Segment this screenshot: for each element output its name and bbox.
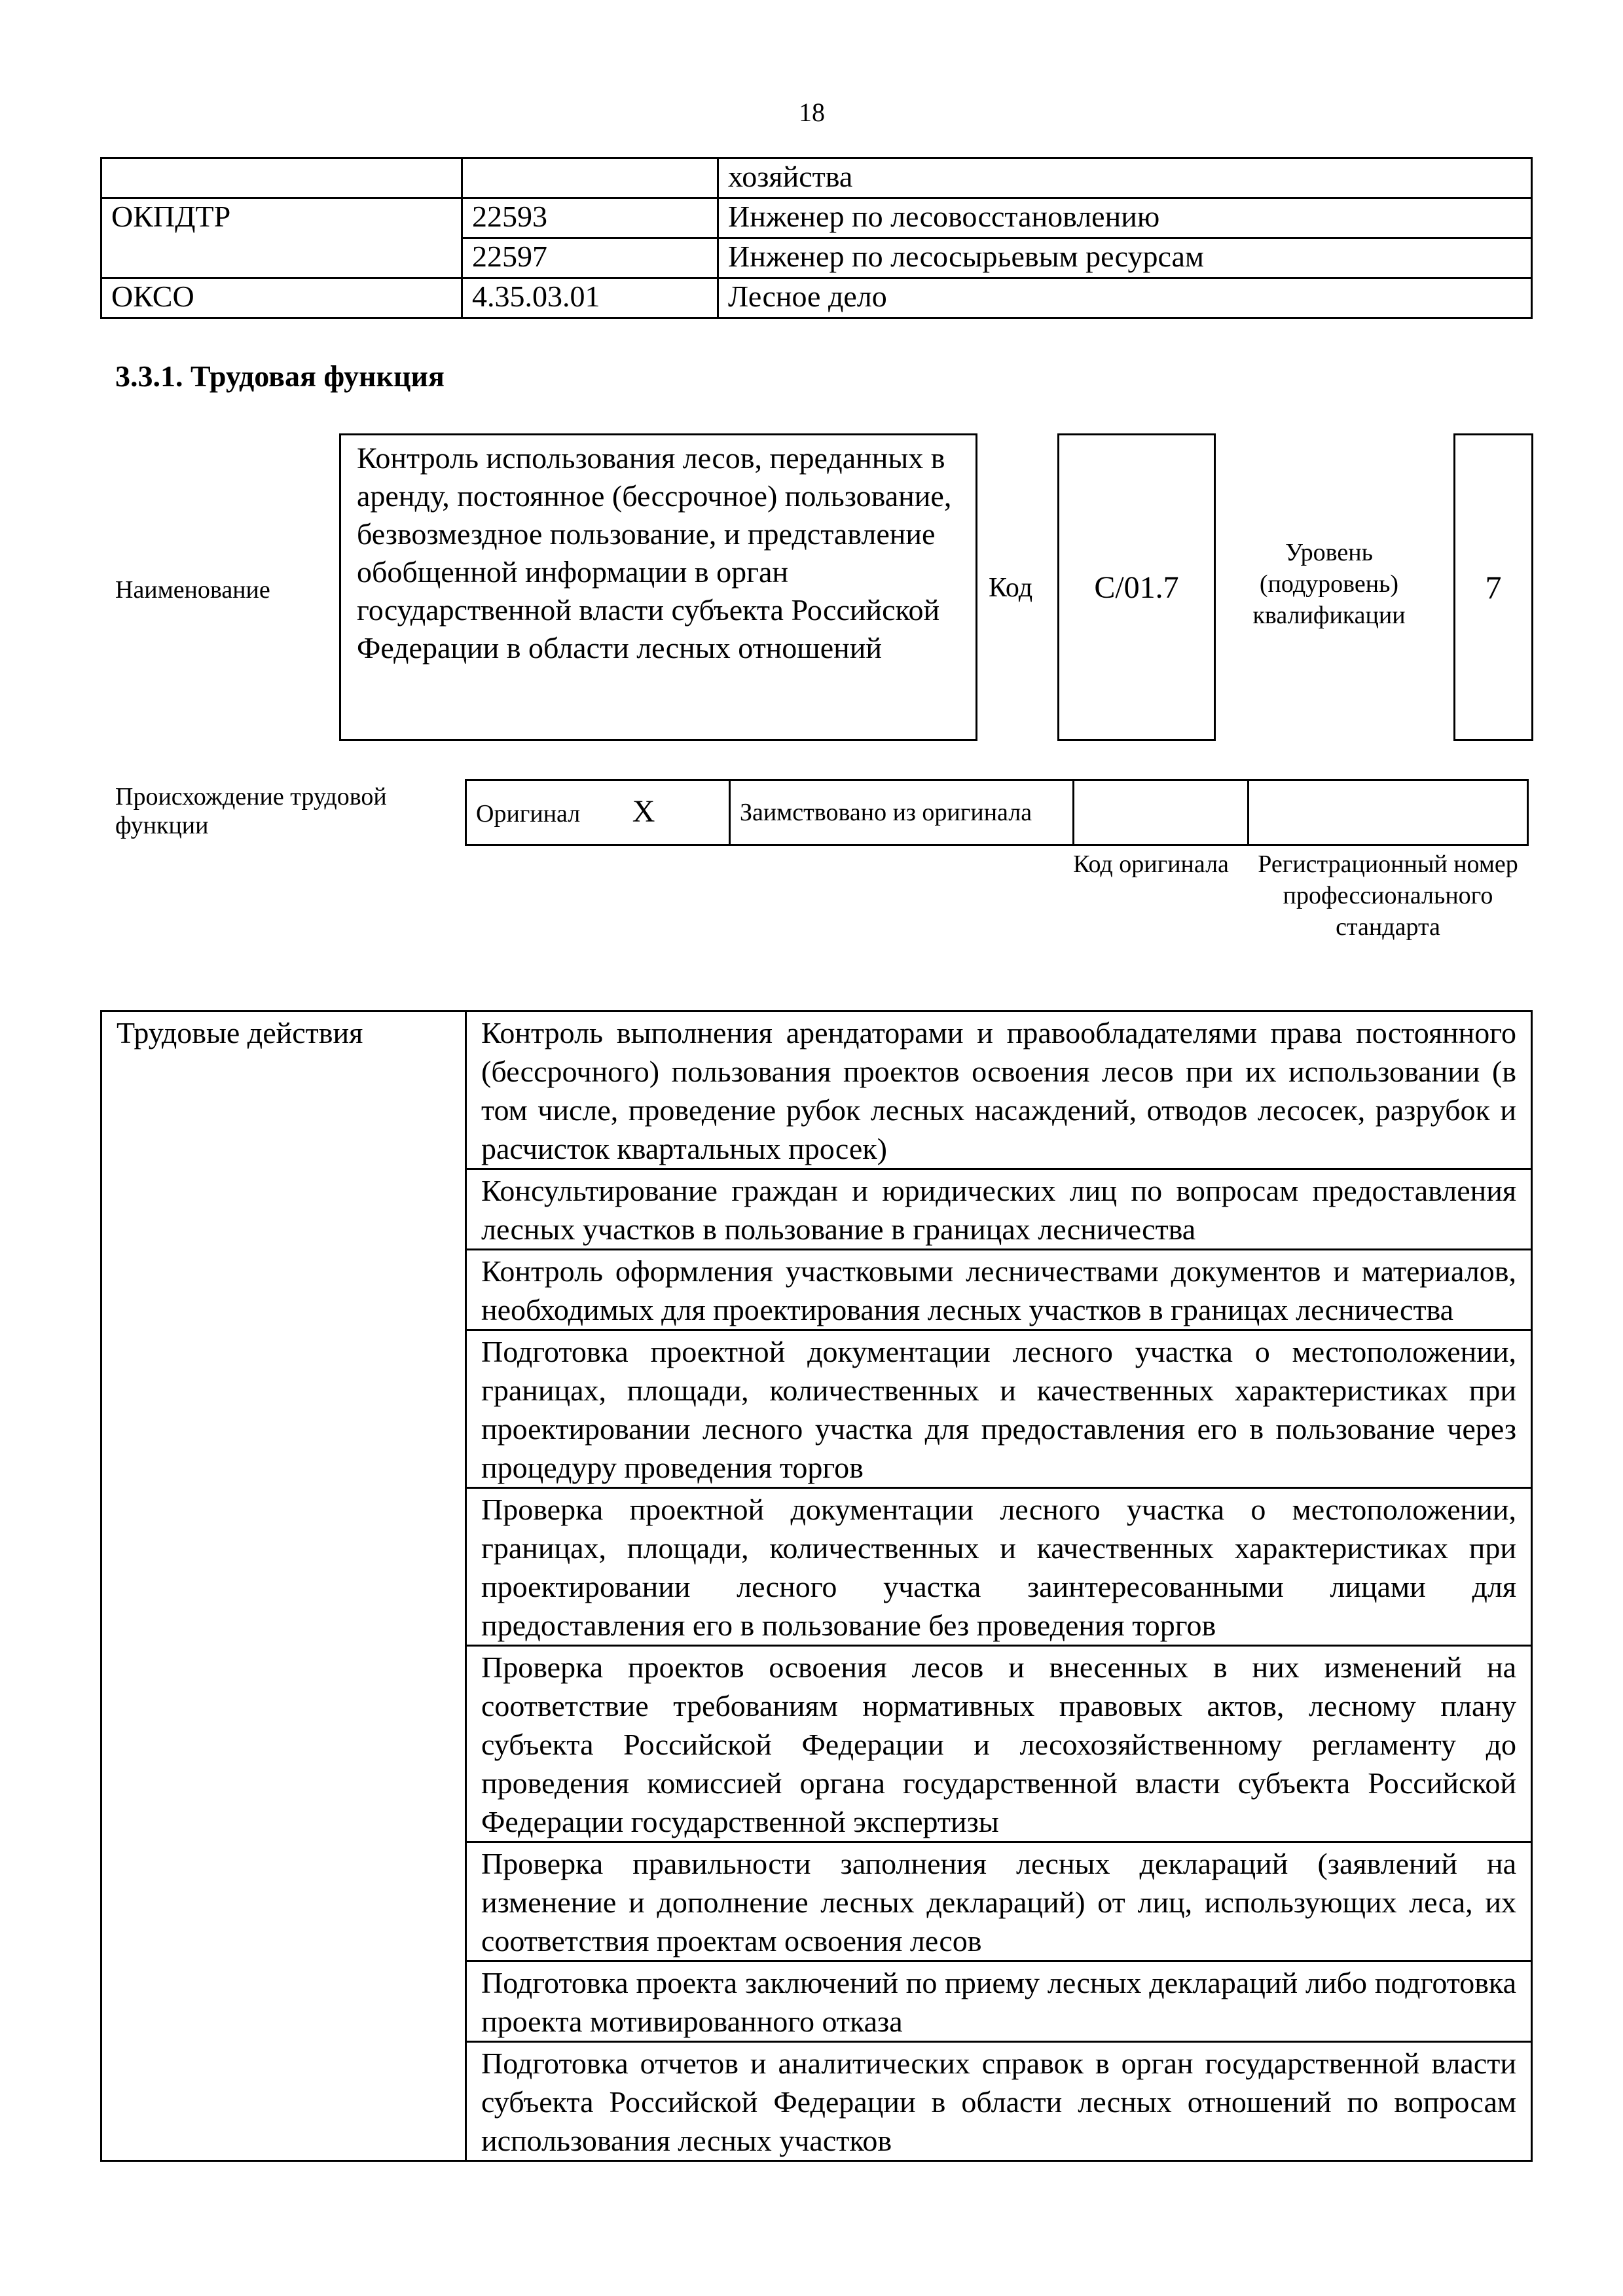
reg-number-cell [1249,780,1528,845]
labor-actions-label: Трудовые действия [101,1011,466,2161]
reg-number-label: Регистрационный номер профессионального стандарта [1258,850,1518,941]
classifier-code-cell: 22597 [462,238,718,278]
labor-actions-table [100,1010,1533,2162]
code-label: Код [989,573,1033,603]
table-row [101,158,1532,198]
table-row [101,1011,1532,1169]
labor-action-item: Подготовка проектной документации лесного участка о местоположении, границах, площади, количественных и качественных характеристиках при проектировании лесного участка для предоставления его в пользование через процедуру проведения торгов [466,1330,1532,1488]
table-row [101,278,1532,318]
classifier-type-cell [101,238,462,278]
labor-action-item: Консультирование граждан и юридических лиц по вопросам предоставления лесных участков в пользование в границах лесничества [466,1169,1532,1250]
classifier-name-cell: Лесное дело [718,278,1532,318]
name-label: Наименование [115,576,270,604]
code-original-label: Код оригинала [1073,850,1229,878]
function-name-box: Контроль использования лесов, переданных в аренду, постоянное (бессрочное) пользование, безвозмездное пользование, и представление обобщенной информации в орган государственной власти субъекта Российской Федерации в области лесных отношений [339,433,977,741]
labor-action-item: Проверка проектов освоения лесов и внесенных в них изменений на соответствие требованиям нормативных правовых актов, лесному плану субъекта Российской Федерации и лесохозяйственному регламенту до проведения комиссией органа государственной власти субъекта Российской Федерации государственной экспертизы [466,1646,1532,1842]
qualification-level-label: Уровень (подуровень) квалификации [1252,539,1406,629]
classifier-name-cell: Инженер по лесосырьевым ресурсам [718,238,1532,278]
table-row [101,198,1532,238]
origin-table [465,779,1529,846]
labor-action-item: Подготовка проекта заключений по приему лесных деклараций либо подготовка проекта мотивированного отказа [466,1961,1532,2042]
section-title: 3.3.1. Трудовая функция [115,359,445,393]
classifier-type-cell: ОКСО [101,278,462,318]
table-row [466,780,1528,845]
labor-action-item: Проверка правильности заполнения лесных деклараций (заявлений на изменение и дополнение лесных деклараций) от лиц, использующих леса, их соответствия проектам освоения лесов [466,1842,1532,1961]
labor-action-item: Подготовка отчетов и аналитических справок в орган государственной власти субъекта Российской Федерации в области лесных отношений по вопросам использования лесных участков [466,2042,1532,2161]
classifier-code-cell [462,158,718,198]
classifier-name-cell: Инженер по лесовосстановлению [718,198,1532,238]
classifier-table [100,157,1533,319]
labor-action-item: Контроль выполнения арендаторами и правообладателями права постоянного (бессрочного) пользования проектов освоения лесов при их использовании (в том числе, проведение рубок лесных насаждений, отводов лесосек, разрубок и расчисток квартальных просек) [466,1011,1532,1169]
origin-original-cell [466,780,730,845]
classifier-type-cell: ОКПДТР [101,198,462,238]
page-number: 18 [799,98,825,127]
function-code-box: C/01.7 [1057,433,1216,741]
classifier-code-cell: 4.35.03.01 [462,278,718,318]
table-row [101,238,1532,278]
classifier-type-cell [101,158,462,198]
classifier-code-cell: 22593 [462,198,718,238]
labor-action-item: Контроль оформления участковыми лесничествами документов и материалов, необходимых для проектирования лесных участков в границах лесничества [466,1250,1532,1330]
labor-action-item: Проверка проектной документации лесного участка о местоположении, границах, площади, количественных и качественных характеристиках при проектировании лесного участка заинтересованными лицами для предоставления его в пользование без проведения торгов [466,1488,1532,1646]
borrowed-label: Заимствовано из оригинала [730,780,1074,845]
origin-label: Происхождение трудовой функции [115,783,387,839]
original-code-cell [1074,780,1249,845]
classifier-name-cell: хозяйства [718,158,1532,198]
qualification-level-box: 7 [1453,433,1533,741]
original-label: Оригинал [476,799,581,828]
original-mark: X [632,793,655,829]
